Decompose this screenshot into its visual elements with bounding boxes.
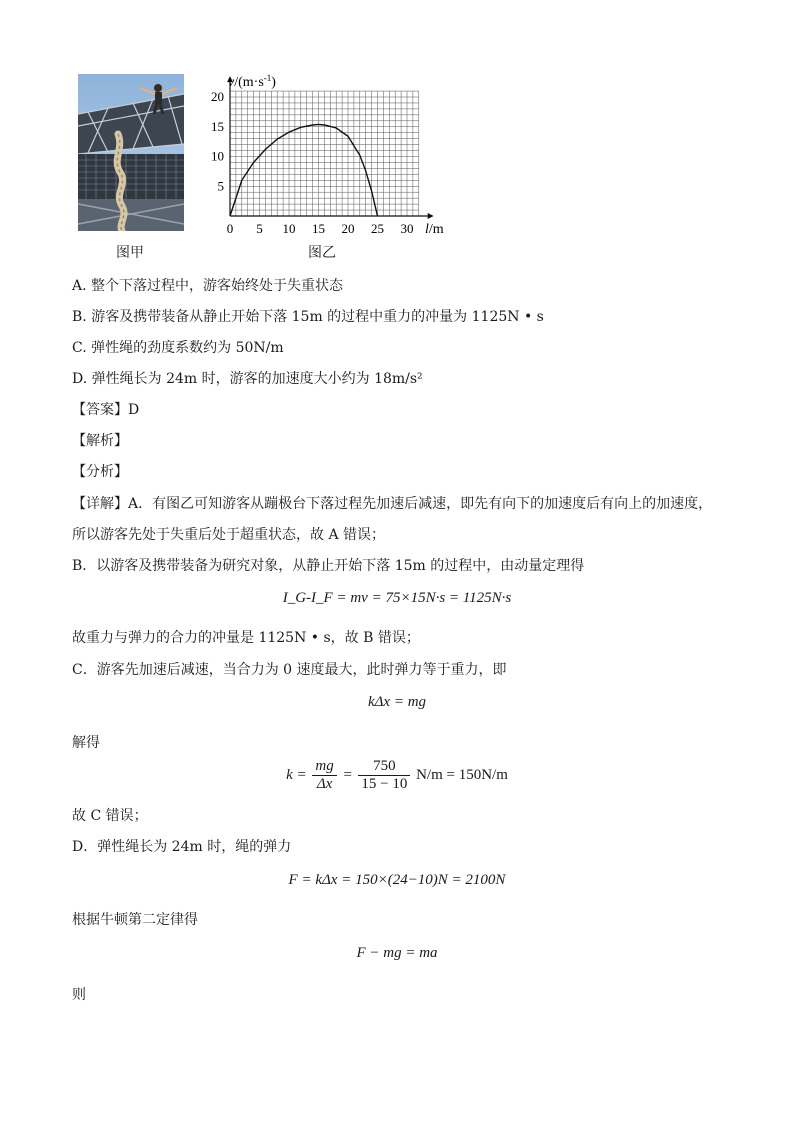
fenxi-tag: 【分析】 xyxy=(72,464,128,480)
x-tick-label: 15 xyxy=(312,221,325,236)
caption-figure-b: 图乙 xyxy=(308,245,336,261)
x-tick-label: 5 xyxy=(256,221,263,236)
velocity-length-chart xyxy=(200,70,460,245)
bungee-photo xyxy=(78,74,184,231)
y-tick-label: 5 xyxy=(217,178,224,194)
caption-figure-a: 图甲 xyxy=(116,245,144,261)
x-axis-label: l/m xyxy=(425,222,444,237)
detail-line-5: C．游客先加速后减速，当合力为 0 速度最大，此时弹力等于重力，即 xyxy=(72,662,507,678)
detail-line-8: D．弹性绳长为 24m 时，绳的弹力 xyxy=(72,839,292,855)
x-tick-label: 30 xyxy=(400,221,414,236)
option-b: B. 游客及携带装备从静止开始下落 15m 的过程中重力的冲量为 1125N • s xyxy=(72,309,544,325)
equation-stiffness: k = $\frac{mg}{\Delta x}$ = $\frac{750}{15 - 10}$ N/m = 150N/m xyxy=(286,758,508,792)
y-tick-label: 10 xyxy=(211,148,224,164)
equation-hooke: kΔx = mg xyxy=(367,694,427,710)
chart-grid xyxy=(230,91,419,216)
equation-newton: F − mg = ma xyxy=(356,945,438,961)
y-axis-label: $v/(m\cdot s^{-1})$ xyxy=(228,73,276,90)
option-d: D. 弹性绳长为 24m 时，游客的加速度大小约为 18m/s² xyxy=(72,371,423,387)
bungee-tower-illustration xyxy=(78,74,184,231)
fraction-mg-dx: $\frac{mg}{\Delta x}$ xyxy=(312,758,336,793)
option-a: A. 整个下落过程中，游客始终处于失重状态 xyxy=(72,278,344,294)
analysis-tag: 【解析】 xyxy=(72,433,128,449)
detail-line-6: 解得 xyxy=(72,735,100,751)
detail-line-2: 所以游客先处于失重后处于超重状态，故 A 错误； xyxy=(72,527,386,543)
x-tick-label: 0 xyxy=(226,221,234,236)
detail-line-3: B．以游客及携带装备为研究对象，从静止开始下落 15m 的过程中，由动量定理得 xyxy=(72,558,585,574)
x-tick-label: 25 xyxy=(371,221,384,236)
equation-impulse: I_G-I_F = mv = 75×15N·s = 1125N·s xyxy=(282,590,512,606)
x-axis-arrow xyxy=(428,213,434,219)
y-tick-label: 20 xyxy=(211,89,224,104)
option-c: C. 弹性绳的劲度系数约为 50N/m xyxy=(72,340,284,356)
answer-line: 【答案】D xyxy=(72,402,140,418)
detail-line-4: 故重力与弹力的合力的冲量是 1125N • s，故 B 错误； xyxy=(72,630,420,646)
detail-line-7: 故 C 错误； xyxy=(72,808,148,824)
detail-line-1: 【详解】A．有图乙可知游客从蹦极台下落过程先加速后减速，即先有向下的加速度后有向上的加速度， xyxy=(72,496,713,512)
x-tick-label: 10 xyxy=(282,221,296,236)
y-tick-label: 15 xyxy=(211,118,224,134)
equation-spring-force: F = kΔx = 150×(24−10)N = 2100N xyxy=(288,872,506,888)
x-tick-label: 20 xyxy=(341,221,355,236)
detail-line-10: 则 xyxy=(72,987,86,1003)
velocity-curve xyxy=(230,124,378,216)
fraction-750: $\frac{750}{15 - 10}$ xyxy=(358,758,410,793)
detail-line-9: 根据牛顿第二定律得 xyxy=(72,912,198,928)
